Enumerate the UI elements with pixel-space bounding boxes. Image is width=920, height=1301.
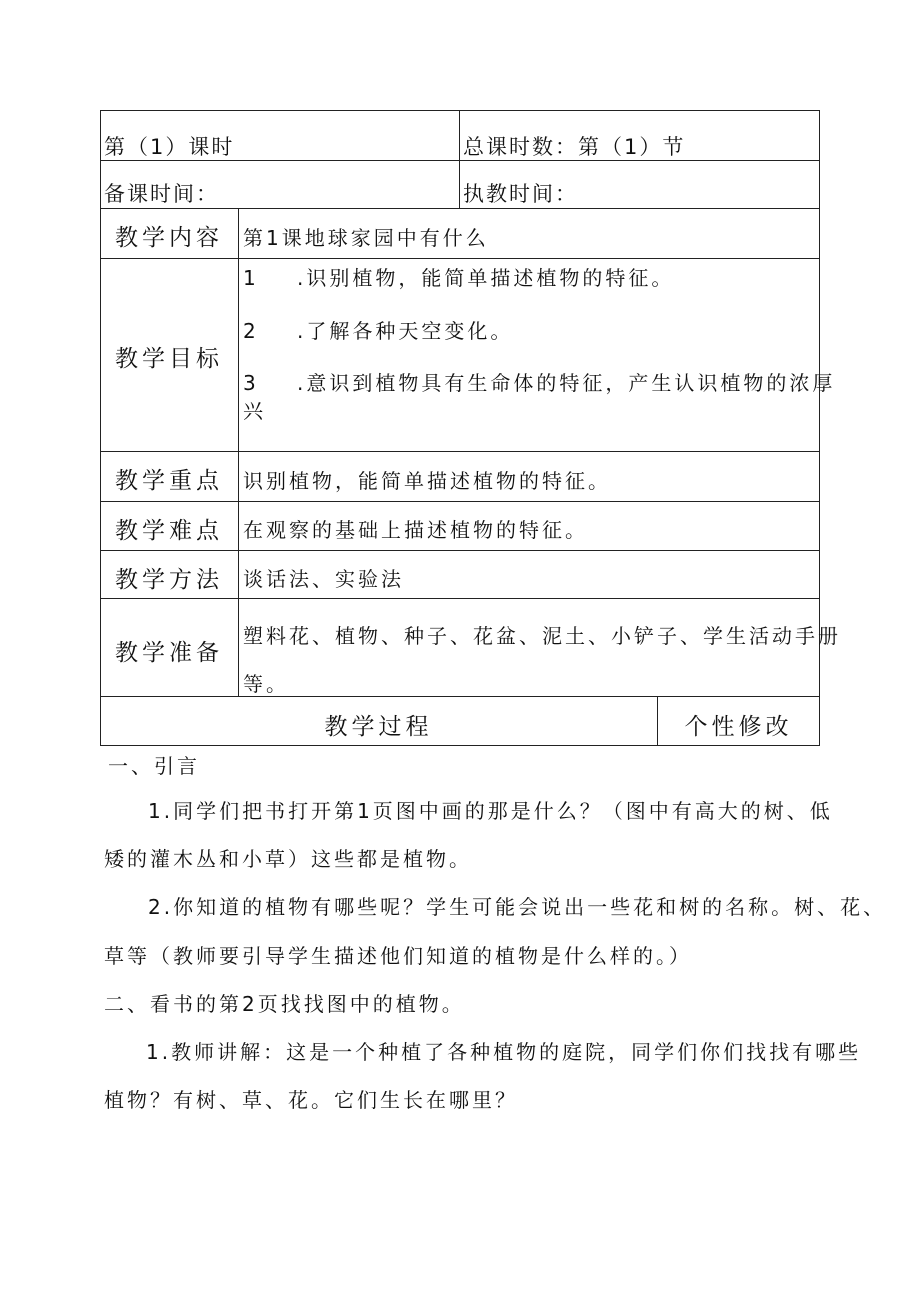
objective-number: 3 (243, 371, 256, 395)
objective-wrap: 兴 (243, 399, 266, 423)
process-label: 教学过程 (324, 714, 433, 740)
methods-label: 教学方法 (115, 567, 223, 593)
methods-value: 谈话法、实验法 (243, 567, 404, 591)
table-divider (238, 208, 239, 696)
preparation-value-cont: 等。 (243, 672, 289, 696)
table-divider (100, 696, 820, 697)
objective-number: 2 (243, 319, 256, 343)
difficulties-label: 教学难点 (115, 518, 223, 544)
objective-text: .识别植物，能简单描述植物的特征。 (297, 266, 675, 290)
paragraph: 1.同学们把书打开第1页图中画的那是什么？（图中有高大的树、低 (148, 799, 833, 823)
objective-text: .了解各种天空变化。 (297, 319, 514, 343)
section-heading: 一、引言 (108, 754, 200, 778)
paragraph: 草等（教师要引导学生描述他们知道的植物是什么样的。） (104, 944, 692, 968)
objective-item (243, 315, 513, 344)
objectives-label: 教学目标 (115, 346, 223, 372)
objective-item (243, 367, 835, 396)
preparation-label: 教学准备 (115, 640, 223, 666)
key-points-label: 教学重点 (115, 468, 223, 494)
table-divider (100, 501, 820, 502)
table-divider (100, 451, 820, 452)
table-divider (100, 550, 820, 551)
lesson-number: 第（1）课时 (104, 135, 235, 159)
paragraph: 植物？有树、草、花。它们生长在哪里？ (104, 1088, 518, 1112)
table-divider (100, 208, 820, 209)
content-value: 第1课地球家园中有什么 (243, 226, 489, 250)
prep-time: 备课时间： (104, 182, 219, 206)
table-divider (100, 598, 820, 599)
objective-text: .意识到植物具有生命体的特征，产生认识植物的浓厚 (297, 371, 836, 395)
revision-label: 个性修改 (684, 714, 793, 740)
difficulties-value: 在观察的基础上描述植物的特征。 (243, 518, 588, 542)
table-divider (459, 110, 460, 208)
preparation-value: 塑料花、植物、种子、花盆、泥土、小铲子、学生活动手册 (243, 624, 841, 648)
paragraph: 1.教师讲解：这是一个种植了各种植物的庭院，同学们你们找找有哪些 (146, 1040, 862, 1064)
teach-time: 执教时间： (463, 182, 578, 206)
objective-item (243, 262, 674, 291)
key-points-value: 识别植物，能简单描述植物的特征。 (243, 469, 611, 493)
section-heading: 二、看书的第2页找找图中的植物。 (104, 992, 465, 1016)
table-divider (100, 258, 820, 259)
paragraph: 2.你知道的植物有哪些呢？学生可能会说出一些花和树的名称。树、花、 (148, 895, 887, 919)
total-lessons: 总课时数：第（1）节 (463, 135, 686, 159)
content-label: 教学内容 (115, 225, 223, 251)
paragraph: 矮的灌木丛和小草）这些都是植物。 (104, 847, 472, 871)
objective-number: 1 (243, 266, 256, 290)
